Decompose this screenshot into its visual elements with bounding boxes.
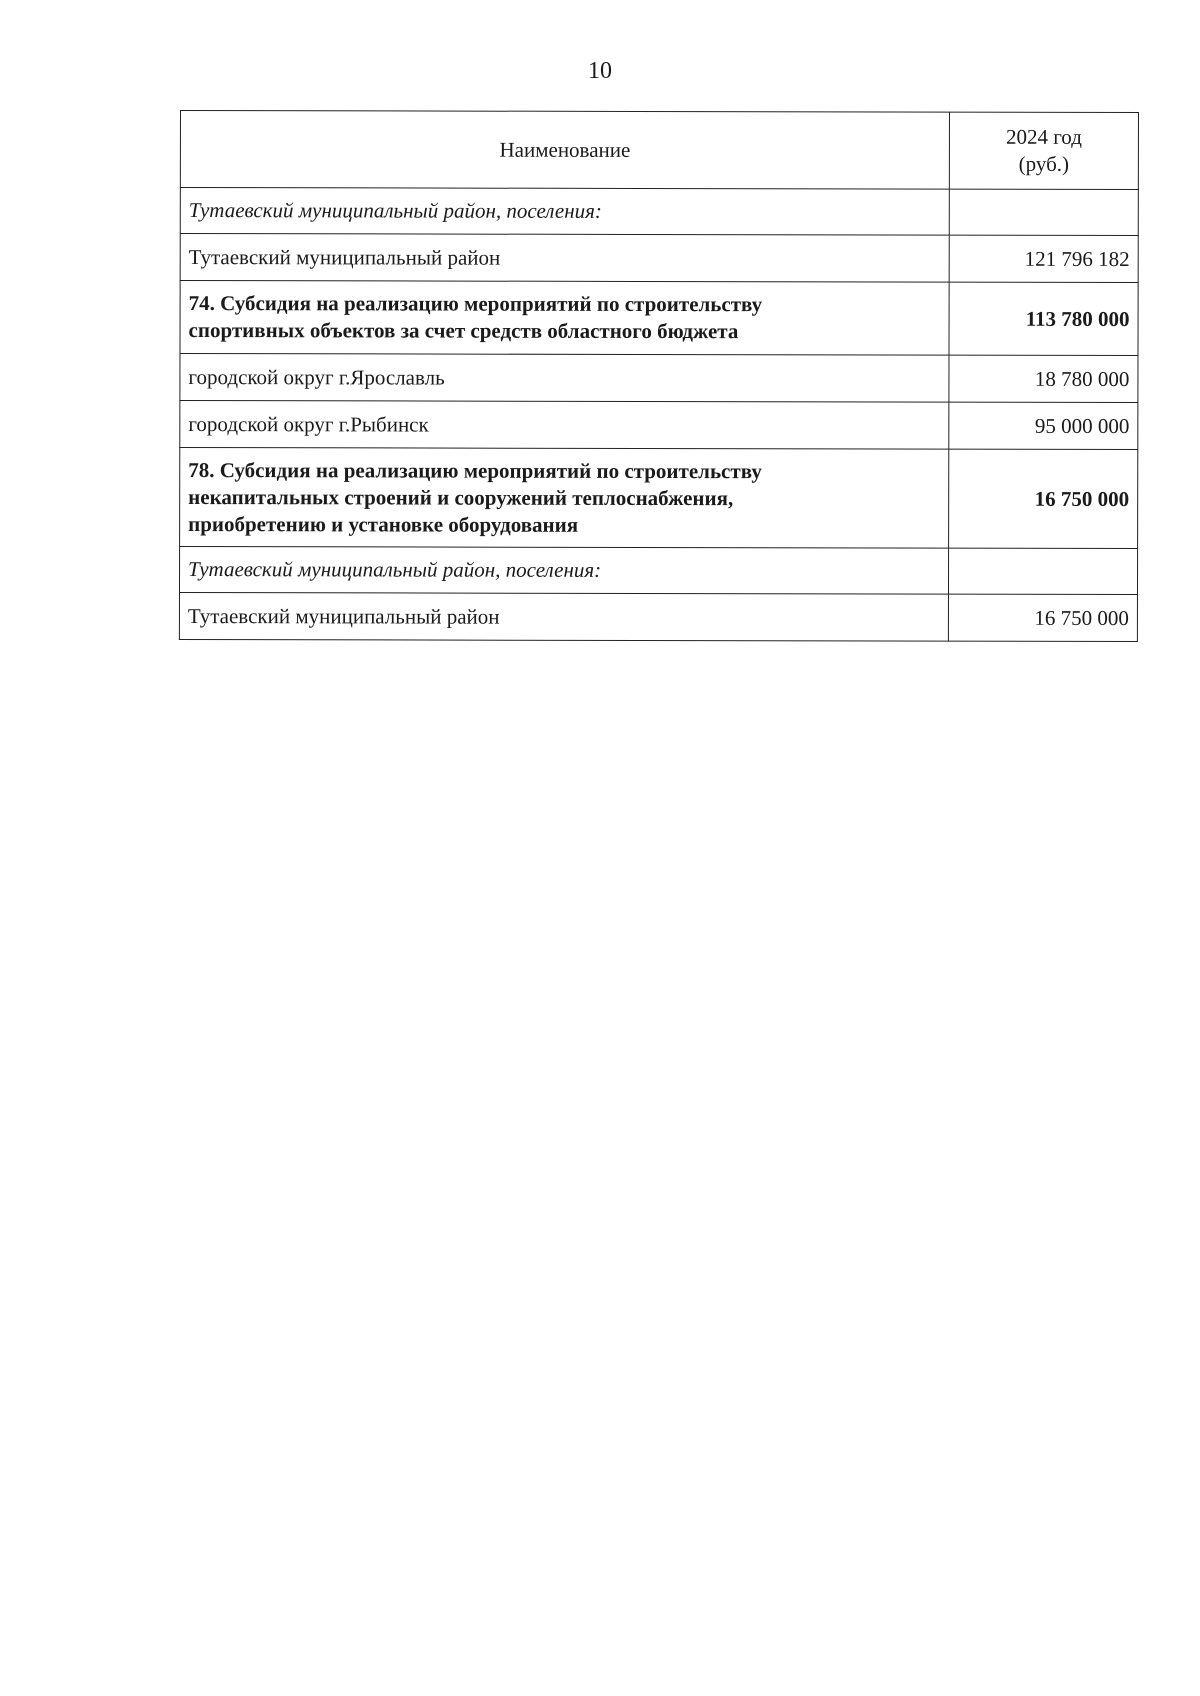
table-row	[180, 281, 1138, 356]
row-name: Тутаевский муниципальный район	[180, 234, 949, 283]
row-amount: 18 780 000	[949, 355, 1138, 402]
row-name-line: 78. Субсидия на реализацию мероприятий по строительству	[188, 457, 762, 483]
row-name: городской округ г.Рыбинск	[180, 401, 949, 450]
budget-table	[179, 110, 1139, 642]
row-name-line: спортивных объектов за счет средств областного бюджета	[188, 318, 739, 344]
row-name	[180, 281, 949, 356]
row-name-line: некапитальных строений и сооружений теплоснабжения,	[188, 484, 734, 510]
row-name-line: приобретению и установке оборудования	[188, 511, 579, 537]
table-row	[180, 188, 1138, 236]
table-row	[179, 593, 1137, 642]
table-body	[179, 188, 1138, 642]
row-amount: 16 750 000	[949, 449, 1138, 548]
header-row	[180, 111, 1138, 190]
row-name: Тутаевский муниципальный район, поселения:	[180, 188, 949, 236]
header-amount-year: 2024 год	[1005, 124, 1082, 149]
header-amount-unit: (руб.)	[1018, 151, 1070, 176]
row-amount: 113 780 000	[949, 282, 1138, 355]
table-row	[180, 448, 1138, 549]
row-amount	[949, 189, 1138, 235]
row-amount: 16 750 000	[948, 594, 1137, 641]
header-amount	[949, 112, 1138, 189]
table-row	[180, 401, 1138, 450]
row-name: Тутаевский муниципальный район	[179, 593, 948, 642]
row-name: городской округ г.Ярославль	[180, 354, 949, 403]
page-number: 10	[588, 58, 612, 84]
row-name: Тутаевский муниципальный район, поселения:	[179, 547, 948, 595]
row-amount: 95 000 000	[949, 402, 1138, 449]
table-row	[180, 354, 1138, 403]
row-name-line: 74. Субсидия на реализацию мероприятий по строительству	[188, 291, 763, 317]
table-row	[179, 547, 1137, 595]
row-amount	[948, 548, 1137, 594]
row-amount: 121 796 182	[949, 235, 1138, 282]
row-name	[180, 448, 949, 549]
table-row	[180, 234, 1138, 283]
header-name: Наименование	[180, 111, 949, 190]
table-header	[180, 111, 1138, 190]
